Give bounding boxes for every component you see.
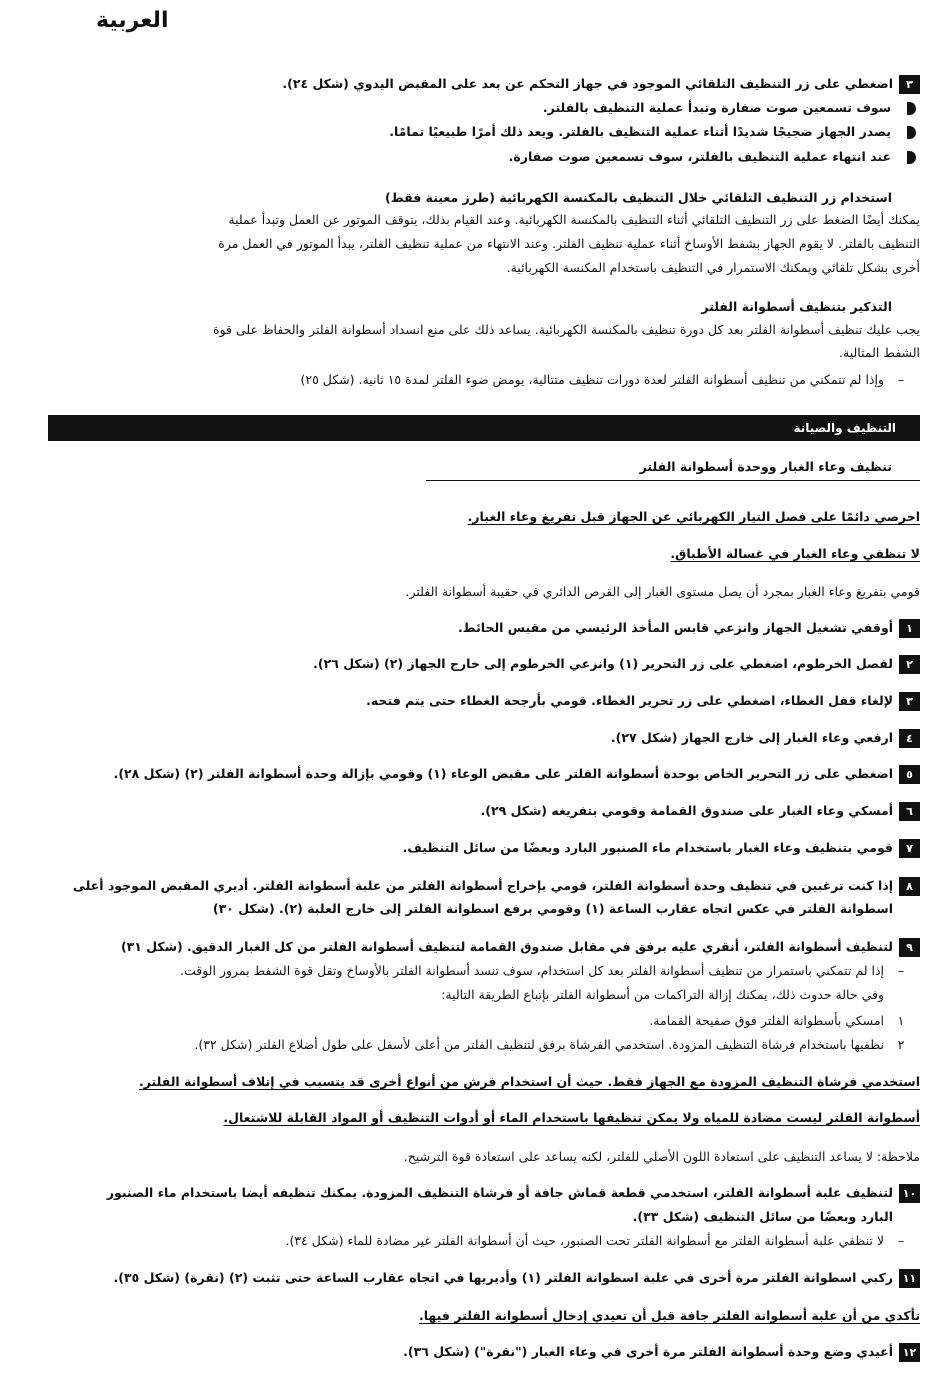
subsection-title: تنظيف وعاء الغبار ووحدة أسطوانة الفلتر [639, 459, 892, 474]
bullet-item [543, 96, 916, 119]
dash-item [286, 1229, 910, 1252]
step-number: ٩ [899, 938, 920, 957]
warning-text: تأكدي من أن علبة أسطوانة الفلتر جافة قبل أن تعيدي إدخال أسطوانة الفلتر فيها. [418, 1308, 920, 1323]
section-bar: التنظيف والصيانة [48, 415, 920, 441]
section-heading: استخدام زر التنظيف التلقائي خلال التنظيف بالمكنسة الكهربائية (طرز معينة فقط) [384, 190, 892, 205]
step-text-continued: اسطوانة الفلتر في عكس اتجاه عقارب الساعة (١) وقومي برفع اسطوانة الفلتر إلى خارج العلبة (٢). (شكل ٣٠) [212, 901, 893, 916]
dash-icon: – [897, 963, 905, 978]
step-text: أوقفي تشغيل الجهاز وانزعي قابس المأخذ الرئيسي من مقبس الحائط. [457, 620, 893, 635]
warning-text: استخدمي فرشاة التنظيف المزودة مع الجهاز فقط. حيث أن استخدام فرش من أنواع أخرى قد يتسبب في إتلاف أسطوانة الفلتر. [138, 1074, 920, 1089]
step-3b [366, 689, 920, 712]
step-number: ٢ [899, 655, 920, 674]
step-number: ٣ [899, 75, 920, 94]
step-number: ١١ [899, 1269, 920, 1288]
step-number: ١٢ [899, 1343, 920, 1362]
step-number: ٧ [899, 839, 920, 858]
step-number: ٣ [899, 692, 920, 711]
paragraph-line: يجب عليك تنظيف أسطوانة الفلتر بعد كل دورة تنظيف بالمكنسة الكهربائية. يساعد ذلك على منع انسداد أسطوانة الفلتر والحفاظ على قوة [213, 322, 920, 337]
step-11 [114, 1266, 921, 1289]
step-text: اضغطي على زر التنظيف التلقائي الموجود في جهاز التحكم عن بعد على المقبض اليدوي (شكل ٢٤). [282, 76, 893, 91]
step-2 [313, 652, 920, 675]
step-text: اضغطي على زر التحرير الخاص بوحدة أسطوانة الفلتر على مقبض الوعاء (١) وقومي بإزالة وحدة أسطوانة الفلتر (٢) (شكل ٢٨). [113, 766, 893, 781]
step-text-continued: البارد وبعضًا من سائل التنظيف (شكل ٣٣). [632, 1209, 893, 1224]
step-text: ركبي اسطوانة الفلتر مرة أخرى في علبة اسطوانة الفلتر (١) وأديريها في اتجاه عقارب الساعة حتى تثبت (٢) (نقرة) (شكل ٣٥). [113, 1270, 893, 1285]
bullet-item [509, 145, 916, 168]
paragraph-line: التنظيف بالفلتر. لا يقوم الجهاز بشفط الأوساخ أثناء عملية تنظيف الفلتر. وعند الانتهاء من عملية تنظيف الفلتر، يبدأ الموتور في العمل مرة [218, 236, 920, 251]
dash-icon: – [897, 372, 905, 387]
divider [426, 480, 920, 481]
language-title: العربية [96, 8, 169, 33]
step-text: لإلغاء قفل الغطاء، اضغطي على زر تحرير الغطاء. قومي بأرجحة الغطاء حتى يتم فتحه. [366, 693, 893, 708]
sub-item [649, 1009, 910, 1032]
bullet-icon [907, 102, 916, 115]
step-4 [611, 726, 920, 749]
paragraph-line: أخرى بشكل تلقائي ويمكنك الاستمرار في التنظيف باستخدام المكنسة الكهربائية. [506, 260, 920, 275]
step-text: إذا كنت ترغبين في تنظيف وحدة أسطوانة الفلتر، قومي بإخراج أسطوانة الفلتر من علبة أسطوانة الفلتر. أديري المقبض الموجود أعلى [72, 878, 893, 893]
bullet-icon [907, 151, 916, 164]
section-heading: التذكير بتنظيف أسطوانة الفلتر [701, 299, 892, 314]
warning-text: لا تنظفي وعاء الغبار في غسالة الأطباق. [670, 546, 920, 561]
bullet-item [389, 120, 916, 143]
step-5 [114, 762, 920, 785]
step-number: ٨ [899, 877, 920, 896]
step-6 [481, 799, 921, 822]
step-text: لتنظيف أسطوانة الفلتر، أنقري عليه برفق في مقابل صندوق القمامة لتنظيف أسطوانة الفلتر من كل الغبار الدقيق. (شكل ٣١) [120, 939, 893, 954]
step-number: ١٠ [899, 1184, 920, 1203]
paragraph-line: وفي حالة حدوث ذلك، يمكنك إزالة التراكمات من أسطوانة الفلتر بإتباع الطريقة التالية: [441, 987, 884, 1002]
paragraph-line: يمكنك أيضًا الضغط على زر التنظيف التلقائي أثناء التنظيف بالمكنسة الكهربائية. وعند القيام بذلك، يتوقف الموتور عن العمل وتبدأ عملية [228, 212, 920, 227]
step-12 [403, 1340, 920, 1363]
dash-text: إذا لم تتمكني باستمرار من تنظيف أسطوانة الفلتر بعد كل استخدام، سوف تنسد أسطوانة الفلتر بالأوساخ وتقل قوة الشفط بمرور الوقت. [179, 963, 884, 978]
warning-text: احرصي دائمًا على فصل التيار الكهربائي عن الجهاز قبل تفريغ وعاء الغبار. [467, 509, 920, 524]
dash-icon: – [897, 1233, 905, 1248]
step-7 [403, 836, 920, 859]
bullet-text: يصدر الجهاز ضجيجًا شديدًا أثناء عملية التنظيف بالفلتر. ويعد ذلك أمرًا طبيعيًا تمامًا. [389, 124, 891, 139]
step-text: أمسكي وعاء الغبار على صندوق القمامة وقومي بتفريغه (شكل ٢٩). [480, 803, 893, 818]
step-number: ٥ [899, 765, 920, 784]
step-9 [121, 935, 920, 958]
note-text: ملاحظة: لا يساعد التنظيف على استعادة اللون الأصلي للفلتر، لكنه يساعد على استعادة قوة الترشيح. [403, 1149, 920, 1164]
step-1 [458, 616, 920, 639]
step-text: لتنظيف علبة أسطوانة الفلتر، استخدمي قطعة قماش جافة أو فرشاة التنظيف المزودة. يمكنك تنظيفه أيضا باستخدام ماء الصنبور [106, 1185, 893, 1200]
step-number: ٦ [899, 802, 920, 821]
step-number: ١ [899, 619, 920, 638]
step-text: لفصل الخرطوم، اضغطي على زر التحرير (١) وانزعي الخرطوم إلى خارج الجهاز (٢) (شكل ٢٦). [313, 656, 893, 671]
step-10 [60, 1181, 920, 1204]
dash-text: لا تنظفي علبة أسطوانة الفلتر مع أسطوانة الفلتر تحت الصنبور، حيث أن أسطوانة الفلتر غير مضادة للماء (شكل ٣٤). [285, 1233, 884, 1248]
dash-text: وإذا لم تتمكني من تنظيف أسطوانة الفلتر لعدة دورات تنظيف متتالية، يومض ضوء الفلتر لمدة ١٥ ثانية. (شكل ٢٥) [300, 372, 884, 387]
sub-item [194, 1033, 910, 1056]
step-8 [60, 874, 920, 897]
bullet-text: عند انتهاء عملية التنظيف بالفلتر، سوف تسمعين صوت صفارة. [508, 149, 891, 164]
dash-item [180, 959, 910, 982]
sub-number: ٢ [897, 1037, 905, 1052]
step-text: أعيدي وضع وحدة أسطوانة الفلتر مرة أخرى في وعاء الغبار ("نقرة") (شكل ٣٦). [403, 1344, 893, 1359]
intro-text: قومي بتفريغ وعاء الغبار بمجرد أن يصل مستوى الغبار إلى القرص الدائري في حقيبة أسطوانة الفلتر. [405, 584, 920, 599]
step-text: قومي بتنظيف وعاء الغبار باستخدام ماء الصنبور البارد وبعضًا من سائل التنظيف. [402, 840, 893, 855]
bullet-text: سوف تسمعين صوت صفارة وتبدأ عملية التنظيف بالفلتر. [542, 100, 891, 115]
step-text: ارفعي وعاء الغبار إلى خارج الجهاز (شكل ٢٧). [610, 730, 893, 745]
bullet-icon [907, 126, 916, 139]
step-3 [282, 72, 920, 95]
step-number: ٤ [899, 729, 920, 748]
sub-text: نظفيها باستخدام فرشاة التنظيف المزودة. استخدمي الفرشاة برفق لتنظيف الفلتر من أعلى لأسفل على طول أضلاع الفلتر (شكل ٣٢). [194, 1037, 884, 1052]
warning-text: أسطوانة الفلتر ليست مضادة للمياه ولا يمكن تنظيفها باستخدام الماء أو أدوات التنظيف أو المواد القابلة للاشتعال. [223, 1110, 920, 1125]
sub-text: امسكي بأسطوانة الفلتر فوق صفيحة القمامة. [649, 1013, 884, 1028]
dash-item [301, 368, 911, 391]
paragraph-line: الشفط المثالية. [839, 345, 920, 360]
sub-number: ١ [897, 1013, 905, 1028]
